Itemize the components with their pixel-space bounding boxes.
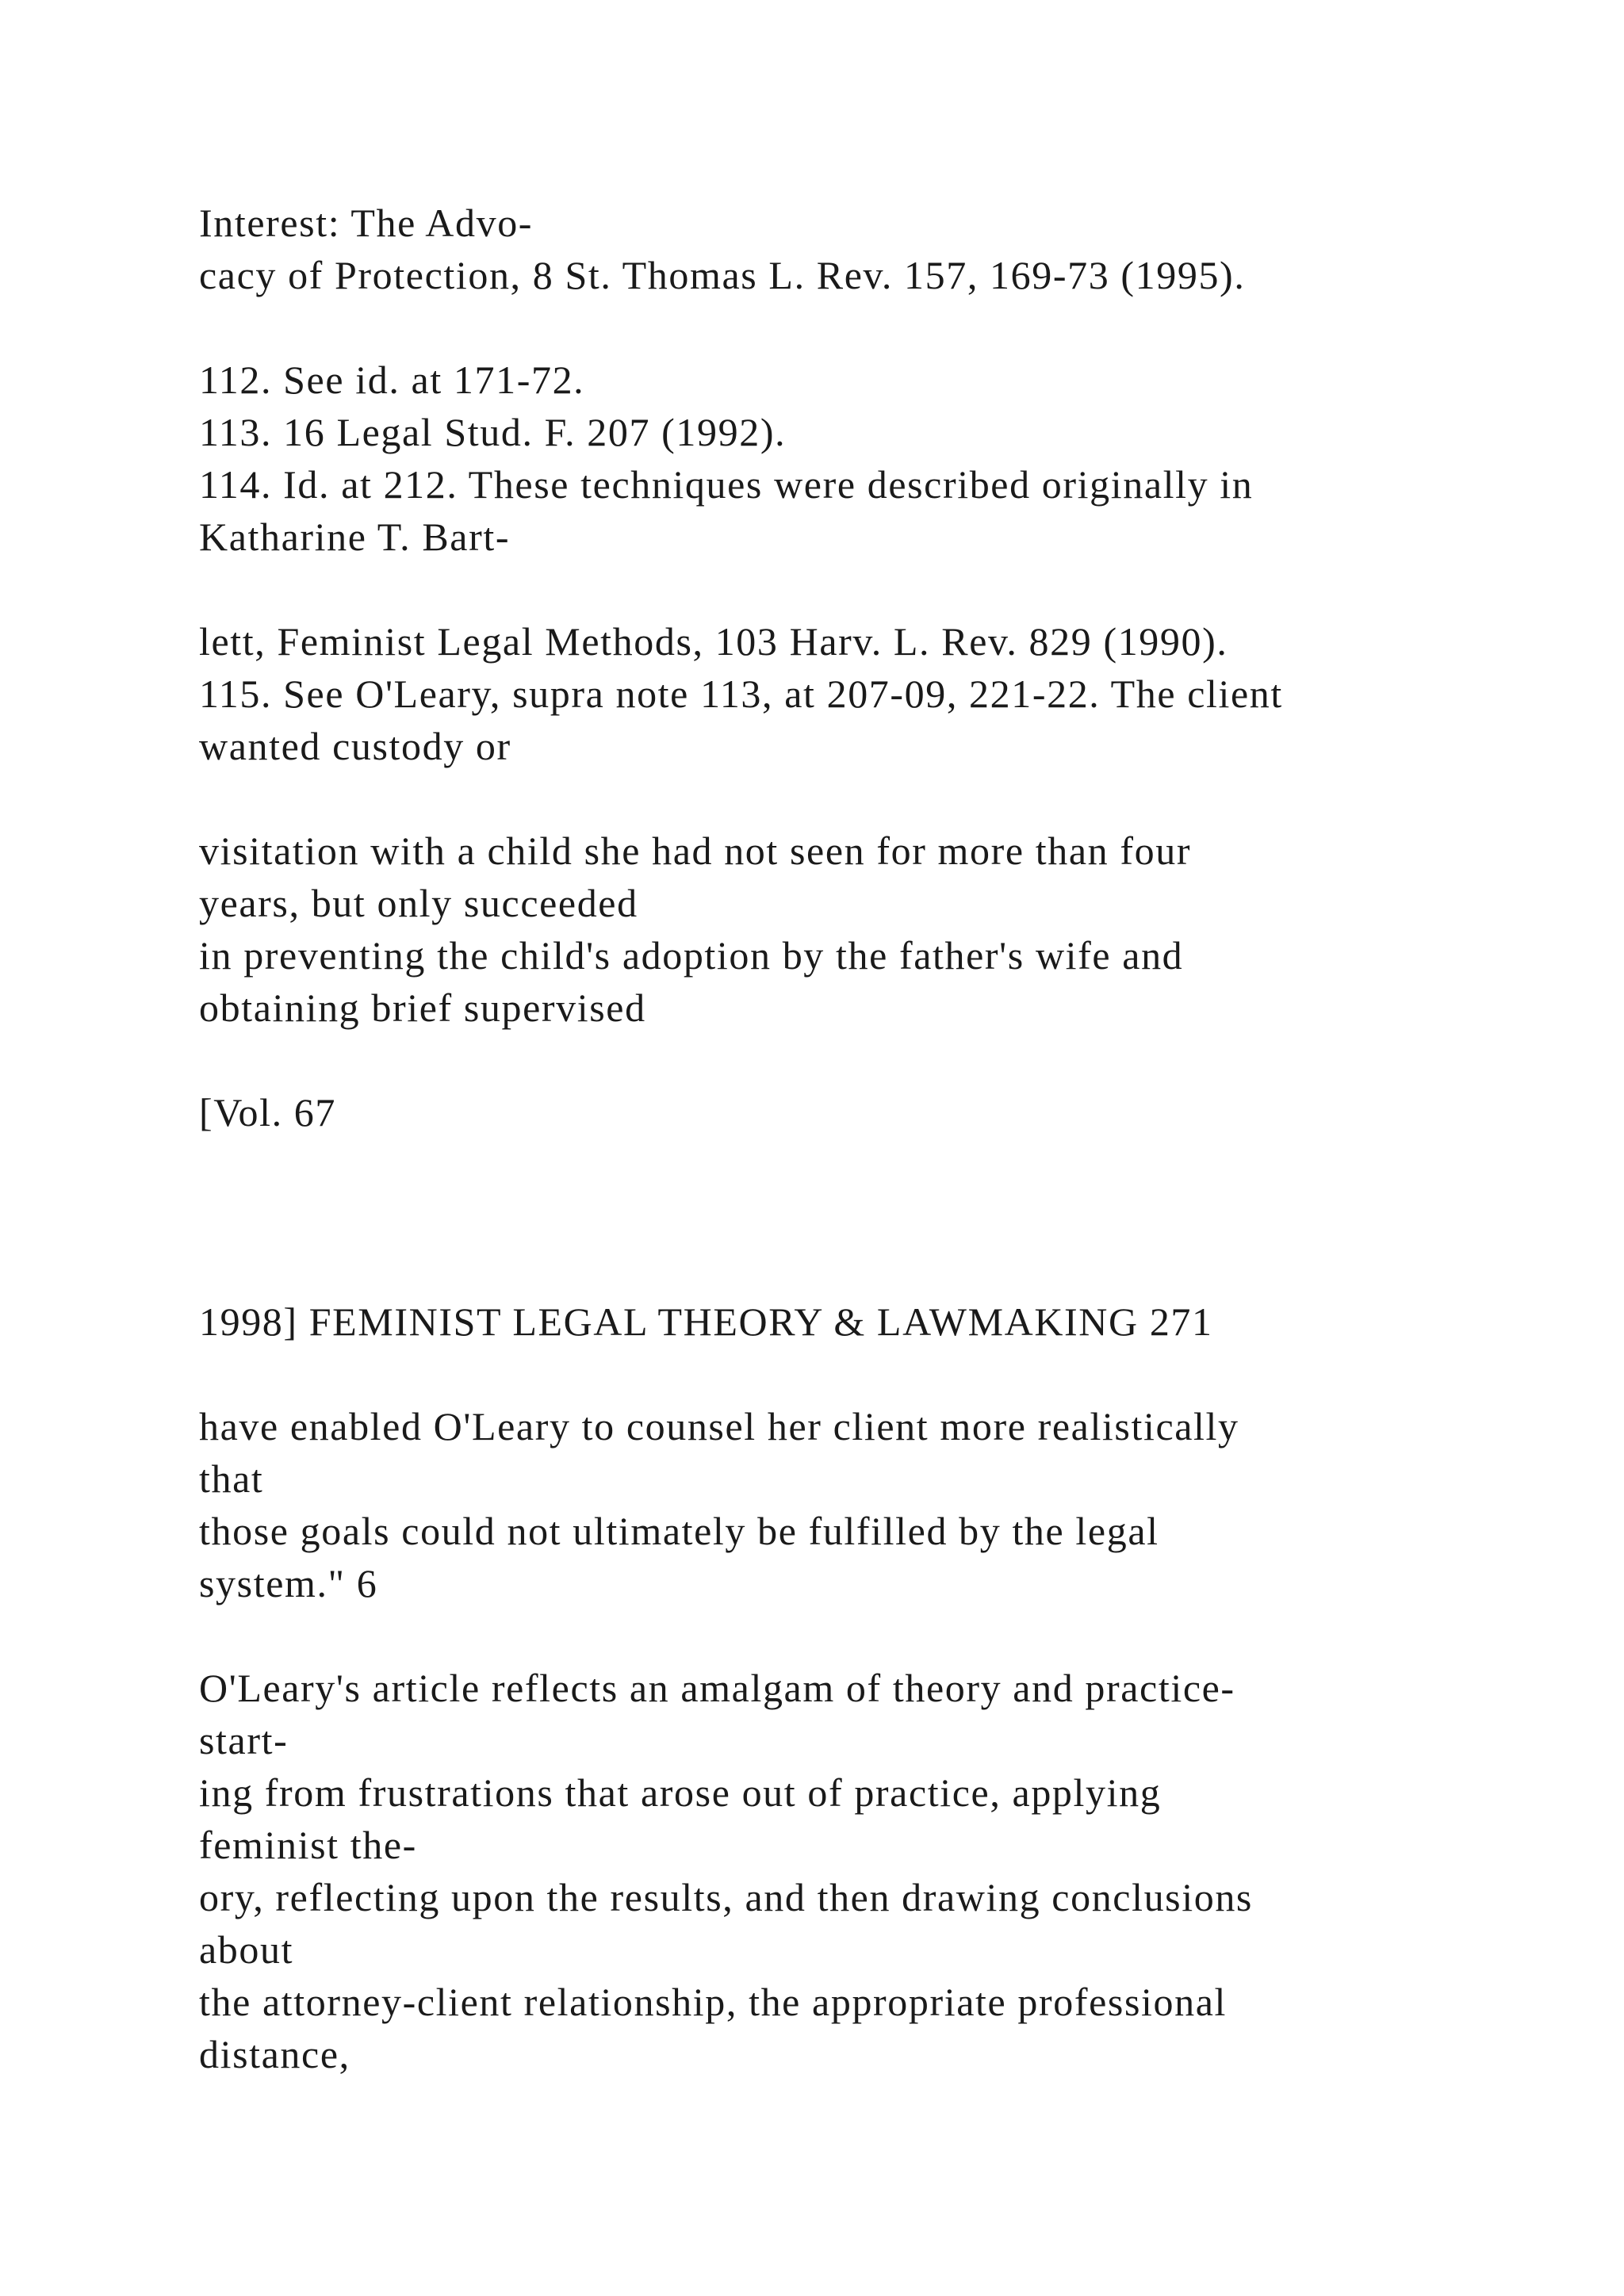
text-line: start- — [199, 1718, 289, 1762]
body-paragraph — [199, 1662, 1515, 2080]
text-line: in preventing the child's adoption by the father's wife and — [199, 933, 1184, 978]
text-line: lett, Feminist Legal Methods, 103 Harv. L. Rev. 829 (1990). — [199, 619, 1228, 664]
running-header — [199, 1295, 1515, 1348]
text-line: that — [199, 1456, 264, 1501]
text-line: [Vol. 67 — [199, 1090, 337, 1135]
text-line: the attorney-client relationship, the appropriate professional — [199, 1980, 1228, 2024]
text-line: cacy of Protection, 8 St. Thomas L. Rev. 157, 169-73 (1995). — [199, 253, 1246, 297]
text-line: ory, reflecting upon the results, and then drawing conclusions — [199, 1875, 1253, 1919]
footnotes-114-115 — [199, 615, 1515, 772]
page-header-text: 1998] FEMINIST LEGAL THEORY & LAWMAKING 271 — [199, 1299, 1213, 1344]
text-line: system." 6 — [199, 1561, 378, 1605]
text-line: feminist the- — [199, 1823, 417, 1867]
text-line: O'Leary's article reflects an amalgam of theory and practice- — [199, 1666, 1235, 1710]
footnote-111-continuation — [199, 197, 1515, 301]
text-line: 115. See O'Leary, supra note 113, at 207-09, 221-22. The client — [199, 672, 1283, 716]
text-line: have enabled O'Leary to counsel her client more realistically — [199, 1404, 1239, 1448]
text-line: those goals could not ultimately be fulfilled by the legal — [199, 1509, 1159, 1553]
text-line: obtaining brief supervised — [199, 985, 646, 1030]
footnote-115-continuation — [199, 825, 1515, 1034]
text-line: wanted custody or — [199, 724, 511, 768]
text-line: years, but only succeeded — [199, 881, 638, 925]
volume-marker — [199, 1086, 1515, 1138]
text-line: 114. Id. at 212. These techniques were described originally in — [199, 462, 1254, 507]
text-line: Katharine T. Bart- — [199, 515, 511, 559]
text-line: distance, — [199, 2032, 350, 2076]
footnotes-112-114 — [199, 354, 1515, 563]
text-line: about — [199, 1927, 294, 1972]
text-line: 113. 16 Legal Stud. F. 207 (1992). — [199, 410, 787, 454]
text-line: visitation with a child she had not seen for more than four — [199, 828, 1192, 873]
body-paragraph — [199, 1400, 1515, 1609]
text-line: Interest: The Advo- — [199, 201, 534, 245]
text-line: ing from frustrations that arose out of practice, applying — [199, 1770, 1162, 1815]
text-line: 112. See id. at 171-72. — [199, 358, 585, 402]
